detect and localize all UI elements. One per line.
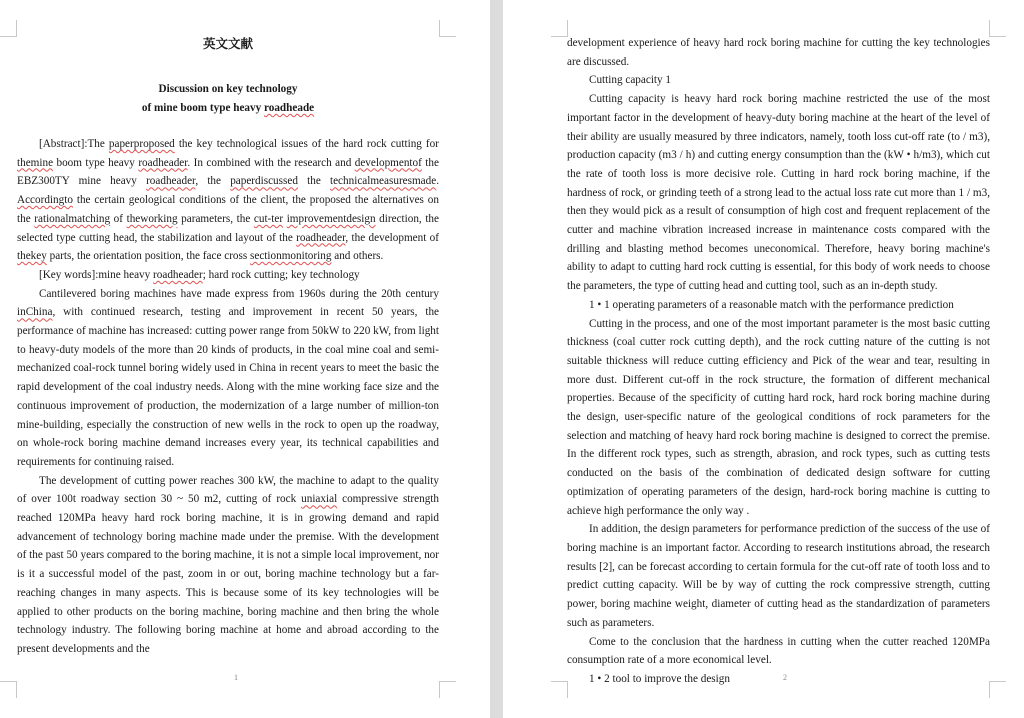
body-paragraph: In addition, the design parameters for performance prediction of the success of the use of boring machine is an important factor. According to research institutions abroad, the research results [2], can be forecast according to certain formula for the cut-off rate of tooth loss and to predict cutting capacity. Will be by way of cutting the rock compressive strength, cutting power, boring machine weight, diameter of cutting head as the standardization of parameters such as parameters. bbox=[567, 523, 990, 629]
spelling-error[interactable]: roadheader bbox=[153, 268, 203, 281]
body-paragraph: development experience of heavy hard rock boring machine for cutting the key technologies are discussed. bbox=[567, 37, 990, 68]
english-title-line-1: Discussion on key technology bbox=[158, 83, 298, 95]
spelling-error[interactable]: inChina bbox=[17, 306, 53, 319]
body-paragraph: Cutting in the process, and one of the most important parameter is the most basic cutting thickness (coal cutter rock cutting depth), and the rock cutting nature of the cutting is not suitable thickness will reduce cutting efficiency and Pick of the wear and tear, resulting in more dust. Different cut-off in the rock structure, the formation of different mechanical properties. Because of the specificity of cutting hard rock, hard rock boring machine during the design, user-specific nature of the geological conditions of rock parameters for the selection and matching of heavy hard rock boring machine is designed to correct the premise. In the different rock types, such as strength, abrasion, and rock types, such as cutting tests conducted on the basis of the combination of dedicated design software for cutting optimization of operating parameters of the design, hard-rock boring machine is cutting to achieve high performance the only way . bbox=[567, 317, 990, 517]
body-paragraph: Come to the conclusion that the hardness in cutting when the cutter reached 120MPa consumption rate of a more economical level. bbox=[567, 635, 990, 667]
page-2-body[interactable] bbox=[567, 34, 990, 689]
page-number: 1 bbox=[234, 673, 238, 682]
page-number: 2 bbox=[783, 673, 787, 682]
section-heading: 1 • 1 operating parameters of a reasonable match with the performance prediction bbox=[589, 298, 954, 311]
spelling-error[interactable]: roadheader bbox=[138, 156, 188, 169]
english-title bbox=[17, 80, 439, 118]
spelling-error[interactable]: paperdiscussed bbox=[230, 175, 298, 188]
keywords-paragraph: [Key words]:mine heavy roadheader; hard rock cutting; key technology bbox=[39, 268, 360, 281]
document-page-2 bbox=[503, 0, 1024, 718]
spelling-error[interactable]: roadheade bbox=[263, 102, 315, 114]
page-1-body[interactable] bbox=[17, 34, 439, 659]
margin-mark-top-left bbox=[551, 20, 568, 37]
spelling-error[interactable]: cut-ter bbox=[253, 212, 284, 225]
spelling-error[interactable]: Accordingto bbox=[17, 194, 73, 207]
spelling-error[interactable]: technicalmeasuresmade bbox=[329, 175, 437, 188]
spelling-error[interactable]: roadheader bbox=[146, 175, 196, 188]
spelling-error[interactable]: thekey bbox=[17, 250, 47, 263]
body-paragraph-1: Cantilevered boring machines have made express from 1960s during the 20th century inChina, with continued research, testing and improvement in recent 50 years, the performance of machine has increased: cutting power range from 50kW to 220 kW, from light to heavy-duty models of the more than 20 kinds of products, in the coal mine coal and semi-mechanized coal-rock tunnel boring widely used in China in recent years to meet the basic the rapid development of the coal industry needs. Along with the mine working face size and the continuous improvement of production, the modernization of a large number of million-ton mine-building, especially the construction of new wells in the rock to open up the roadway, on whole-rock boring machine demand increases every year, its technical capabilities and requirements for continuing raised. bbox=[17, 287, 439, 468]
section-heading: Cutting capacity 1 bbox=[589, 74, 672, 87]
margin-mark-top-left bbox=[0, 20, 17, 37]
body-paragraph-2: The development of cutting power reaches 300 kW, the machine to adapt to the quality of over 100t roadway section 30 ~ 50 m2, cutting of rock uniaxial compressive strength reached 120MPa heavy hard rock boring machine, it is in growing demand and rapid advancement of technology boring machine made under the premise. With the development of the past 50 years compared to the boring machine, it is not a simple local improvement, nor is it a successful model of the past, zoom in or out, boring machine technology but a far-reaching changes in many aspects. This is because some of its key technologies will be applied to other products on the boring machine, boring machine and then bring the whole technology industry. The following boring machine at home and abroad according to the present developments and the bbox=[17, 474, 439, 655]
margin-mark-top-right bbox=[989, 20, 1006, 37]
body-paragraph: Cutting capacity is heavy hard rock boring machine restricted the use of the most important factor in the development of heavy-duty boring machine at the heart of the level of their ability are usually measured by three indicators, namely, tooth loss cut-off rate (to / m3), production capacity (m3 / h) and cutting energy consumption than the (kW • h/m3), which cut the rate of tooth loss is more decisive role. Cutting in hard rock boring machine, if the hardness of rock, or grinding teeth of a strong lead to the actual loss rate cut more than 1 / m3, then they would pick as a result of consumption of high cost and frequent replacement of the cutter and machine vibration increased increase in maintenance costs compared with the drilling and blasting method becomes uneconomical. Therefore, heavy boring machine's ability to adapt to cutting hard rock cutting is essential, for this body of work needs to choose the parameters, the type of cutting head and cutting tool, such as an in-depth study. bbox=[567, 93, 990, 293]
document-page-1 bbox=[0, 0, 490, 718]
spelling-error[interactable]: developmentof bbox=[354, 156, 422, 169]
abstract-paragraph: [Abstract]:The paperproposed the key technological issues of the hard rock cutting for themine boom type heavy roadheader. In combined with the research and developmentof the EBZ300TY mine heavy roadheader, the paperdiscussed the technicalmeasuresmade. Accordingto the certain geological conditions of the client, the proposed the alternatives on the rationalmatching of theworking parameters, the cut-ter improvementdesign direction, the selected type cutting head, the stabilization and layout of the roadheader, the development of thekey parts, the orientation position, the face cross sectionmonitoring and others. bbox=[17, 138, 440, 263]
page-gutter bbox=[490, 0, 503, 718]
margin-mark-bottom-right bbox=[989, 681, 1006, 698]
spelling-error[interactable]: rationalmatching bbox=[34, 212, 111, 225]
margin-mark-top-right bbox=[439, 20, 456, 37]
spelling-error[interactable]: uniaxial bbox=[301, 493, 338, 506]
margin-mark-bottom-left bbox=[551, 681, 568, 698]
spelling-error[interactable]: sectionmonitoring bbox=[250, 250, 332, 263]
spelling-error[interactable]: themine bbox=[17, 156, 54, 169]
section-heading: 1 • 2 tool to improve the design bbox=[589, 672, 730, 685]
chinese-title: 英文文献 bbox=[202, 36, 253, 51]
spelling-error[interactable]: theworking bbox=[126, 212, 178, 225]
spelling-error[interactable]: roadheader bbox=[296, 231, 346, 244]
spelling-error[interactable]: improvementdesign bbox=[286, 212, 376, 225]
margin-mark-bottom-right bbox=[439, 681, 456, 698]
english-title-line-2: of mine boom type heavy roadheade bbox=[141, 102, 315, 114]
margin-mark-bottom-left bbox=[0, 681, 17, 698]
spelling-error[interactable]: paperproposed bbox=[108, 138, 175, 150]
